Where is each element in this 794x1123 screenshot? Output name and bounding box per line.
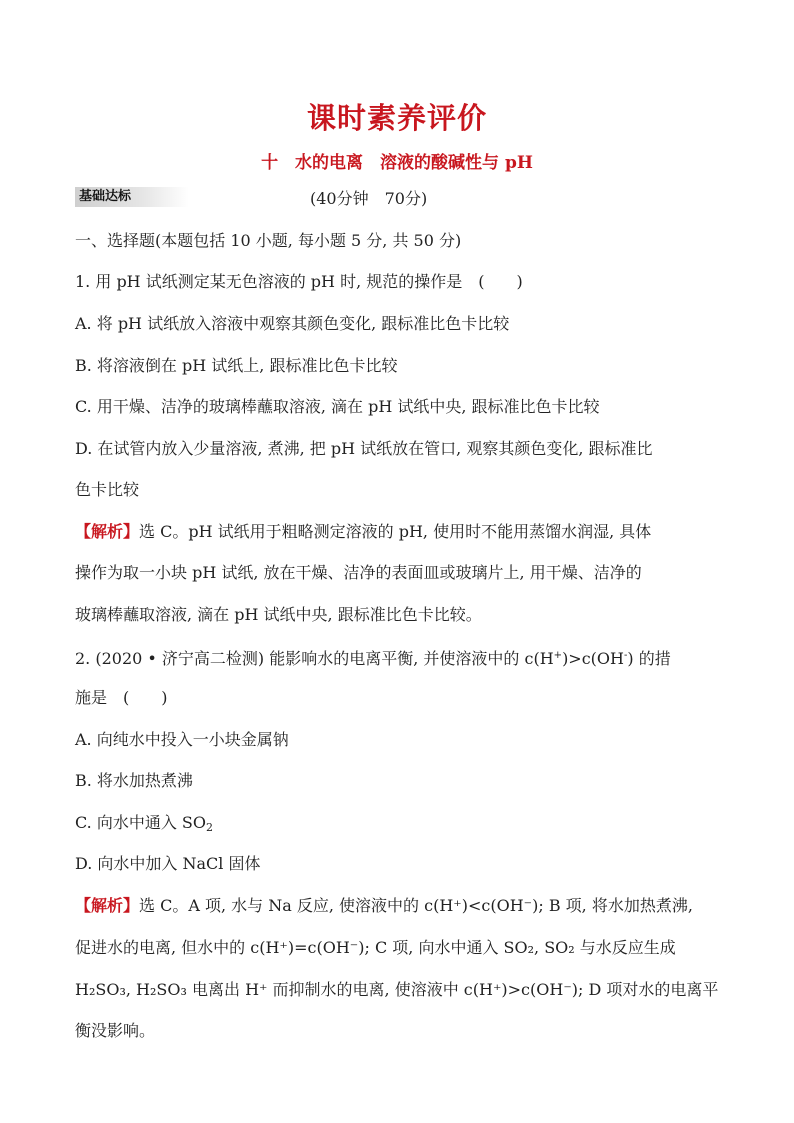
question-1-analysis-text-3: 玻璃棒蘸取溶液, 滴在 pH 试纸中央, 跟标准比色卡比较。 (75, 605, 482, 624)
stem-part: )>c(OH (562, 649, 624, 668)
question-1-option-d-cont: 色卡比较 (75, 480, 140, 499)
question-2-analysis-text-4: 衡没影响。 (75, 1021, 156, 1040)
superscript-plus: + (553, 650, 563, 661)
question-2-analysis-text-2: 促进水的电离, 但水中的 c(H⁺)=c(OH⁻); C 项, 向水中通入 SO₂, SO₂ 与水反应生成 (75, 938, 676, 957)
question-1-stem: 1. 用 pH 试纸测定某无色溶液的 pH 时, 规范的操作是 ( ) (75, 272, 523, 291)
question-1-option-d: D. 在试管内放入少量溶液, 煮沸, 把 pH 试纸放在管口, 观察其颜色变化, 跟标准比 (75, 439, 653, 458)
question-1-option-a: A. 将 pH 试纸放入溶液中观察其颜色变化, 跟标准比色卡比较 (75, 314, 510, 333)
option-text: C. 向水中通入 SO (75, 813, 207, 832)
stem-part: ) 的措 (627, 649, 671, 668)
question-1-analysis-text-2: 操作为取一小块 pH 试纸, 放在干燥、洁净的表面皿或玻璃片上, 用干燥、洁净的 (75, 563, 642, 582)
page-title: 课时素养评价 (306, 101, 487, 135)
question-2-option-b: B. 将水加热煮沸 (75, 771, 193, 790)
analysis-text: 选 C。A 项, 水与 Na 反应, 使溶液中的 c(H⁺)<c(OH⁻); B 项, 将水加热煮沸, (139, 896, 693, 915)
question-2-stem-line2: 施是 ( ) (75, 688, 168, 707)
stem-part: 2. (2020 • 济宁高二检测) 能影响水的电离平衡, 并使溶液中的 c(H (75, 649, 554, 668)
question-2-stem (75, 645, 671, 670)
superscript-minus: - (623, 650, 628, 661)
question-1-analysis-line (75, 521, 651, 543)
question-2-option-a: A. 向纯水中投入一小块金属钠 (75, 730, 289, 749)
section-heading: 一、选择题(本题包括 10 小题, 每小题 5 分, 共 50 分) (75, 231, 462, 250)
subscript: 2 (206, 821, 214, 834)
question-2-analysis-text-3: H₂SO₃, H₂SO₃ 电离出 H⁺ 而抑制水的电离, 使溶液中 c(H⁺)>c(OH⁻); D 项对水的电离平 (75, 980, 719, 999)
time-score: (40分钟 70分) (310, 189, 428, 208)
section-tag: 基础达标 (75, 187, 189, 207)
question-1-option-c: C. 用干燥、洁净的玻璃棒蘸取溶液, 滴在 pH 试纸中央, 跟标准比色卡比较 (75, 397, 600, 416)
question-2-option-d: D. 向水中加入 NaCl 固体 (75, 854, 261, 873)
analysis-label: 【解析】 (75, 522, 140, 541)
question-1-option-b: B. 将溶液倒在 pH 试纸上, 跟标准比色卡比较 (75, 356, 398, 375)
question-2-analysis-line (75, 895, 693, 917)
analysis-label: 【解析】 (75, 896, 140, 915)
analysis-text: 选 C。pH 试纸用于粗略测定溶液的 pH, 使用时不能用蒸馏水润湿, 具体 (139, 522, 652, 541)
question-2-option-c (75, 812, 213, 839)
page-subtitle: 十 水的电离 溶液的酸碱性与 pH (261, 153, 533, 173)
